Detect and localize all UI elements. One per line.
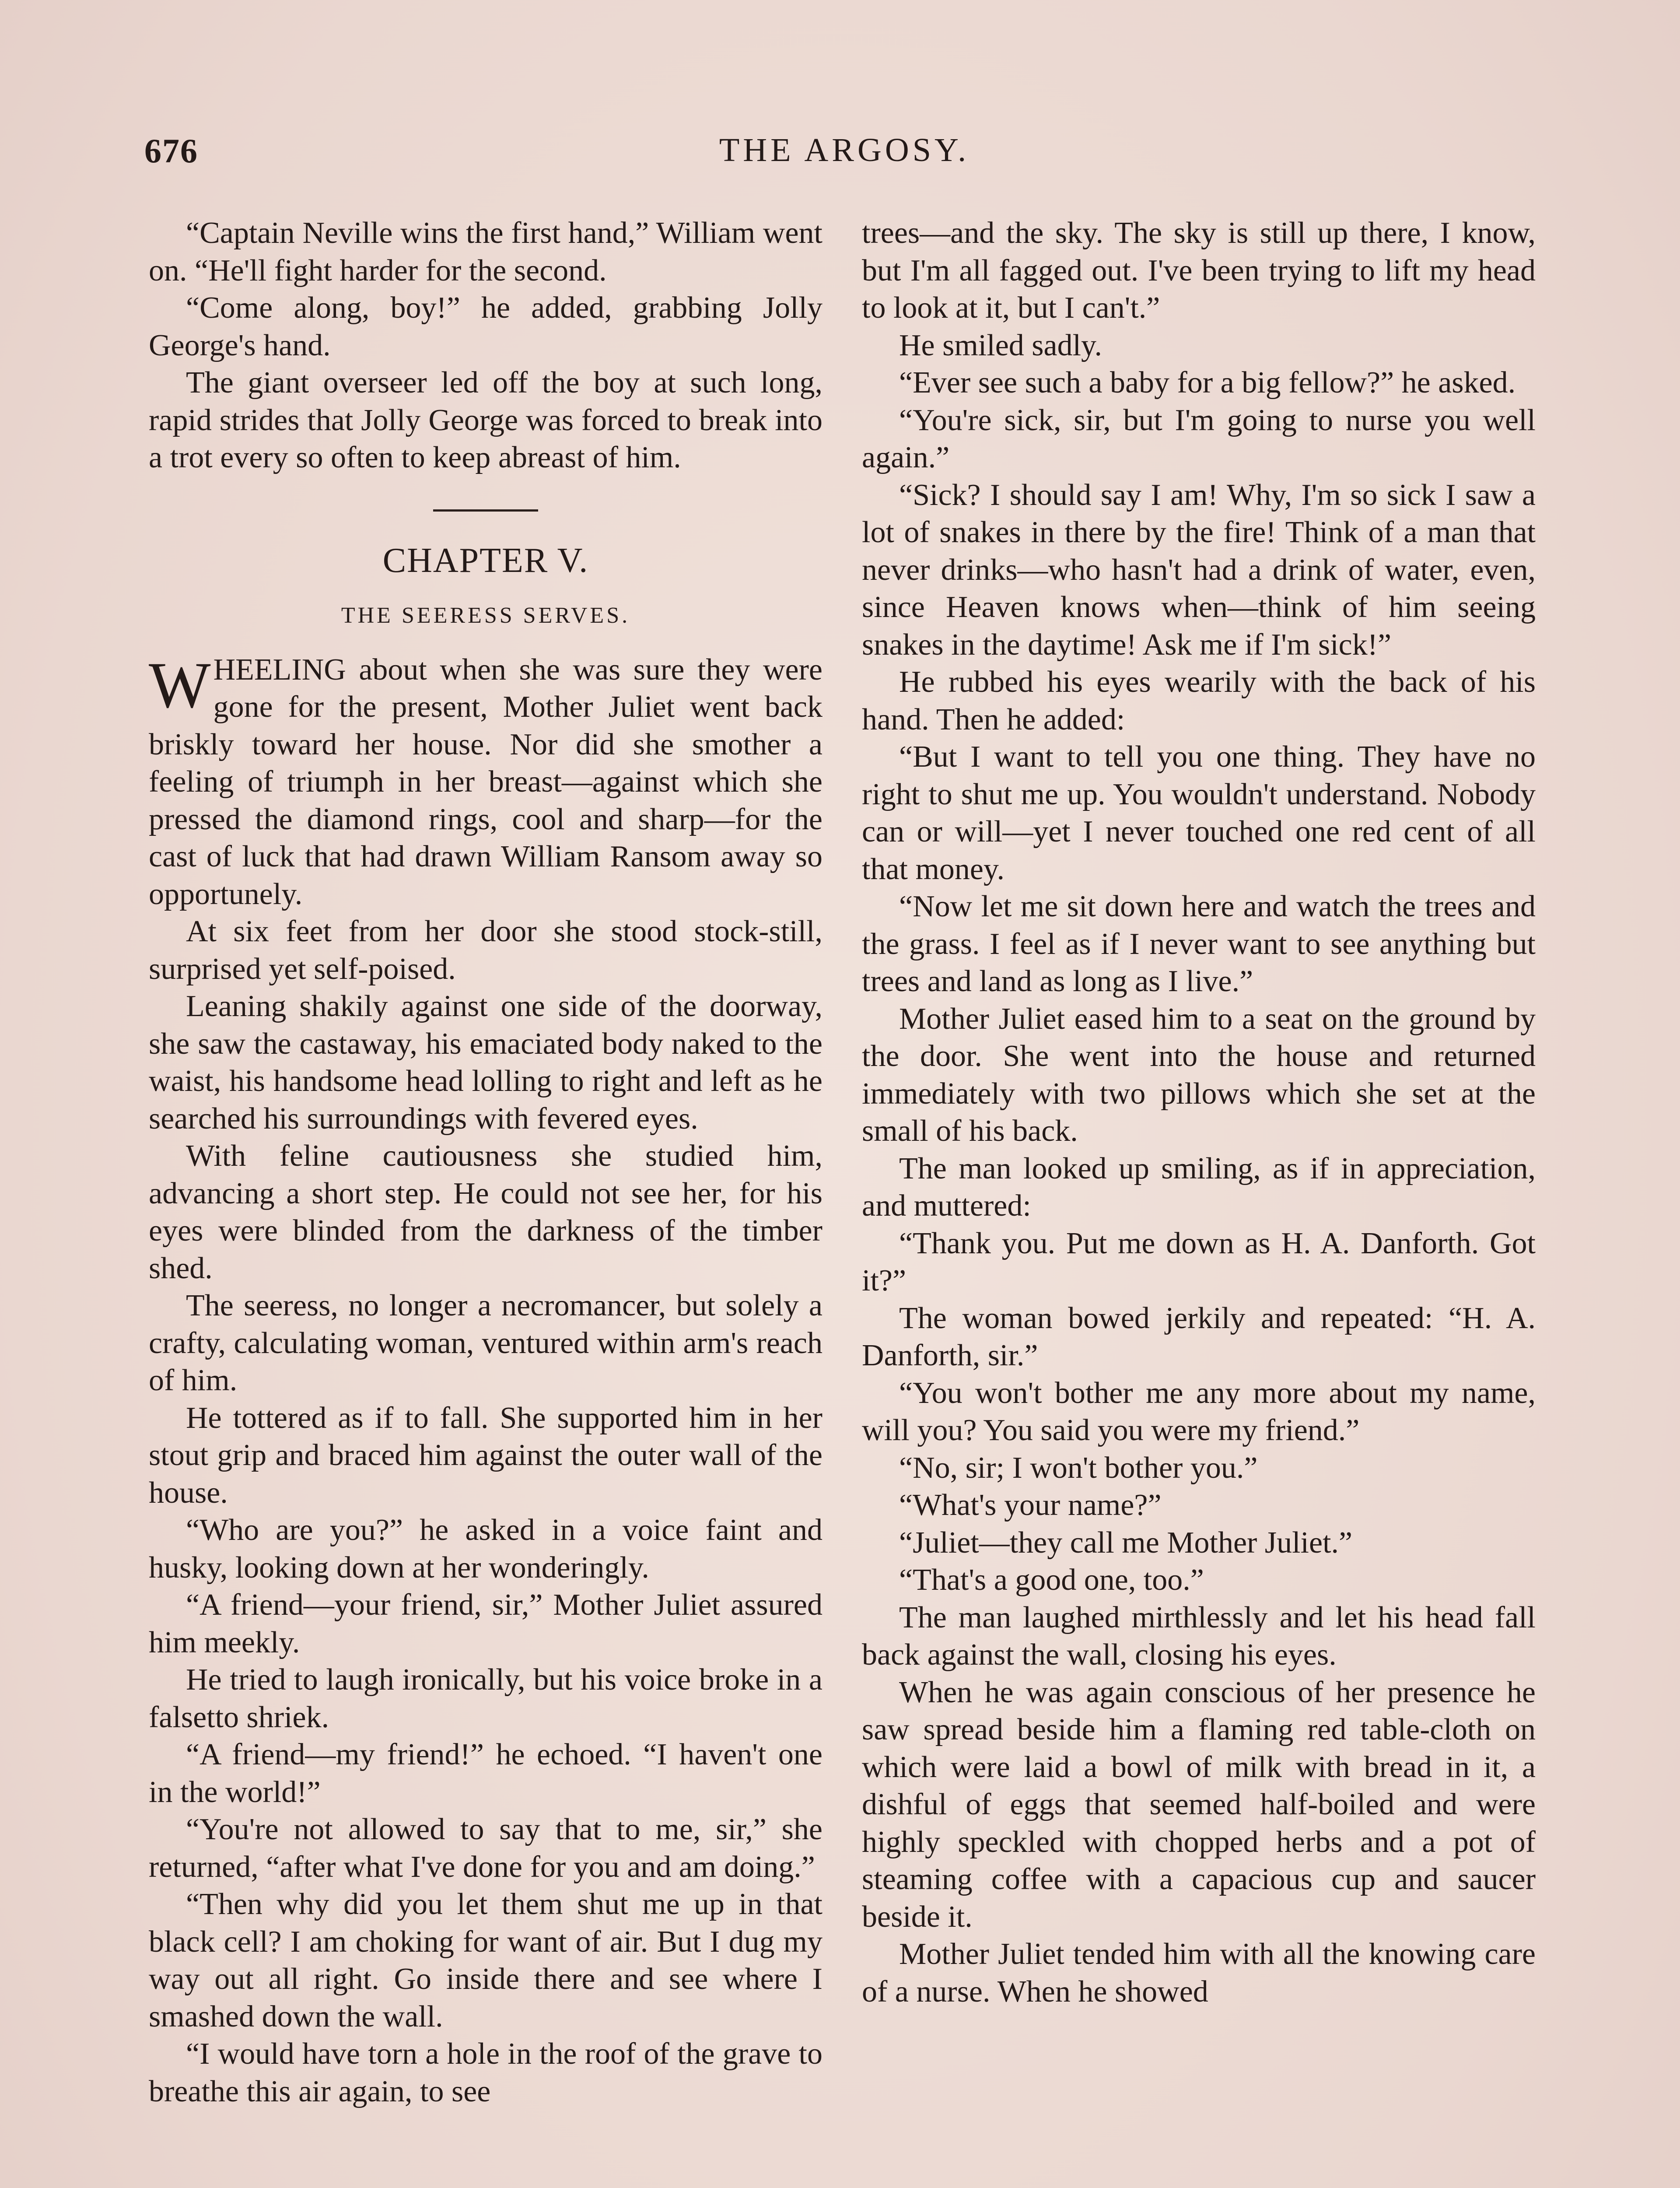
paragraph: “Captain Neville wins the first hand,” William went on. “He'll fight harder for the second.: [149, 216, 822, 288]
paragraph: The seeress, no longer a necromancer, but solely a crafty, calculating woman, ventured within arm's reach of him.: [149, 1289, 822, 1397]
paragraph: “Now let me sit down here and watch the trees and the grass. I feel as if I never want to see anything but trees and land as long as I live.”: [862, 890, 1536, 998]
paragraph: “Ever see such a baby for a big fellow?” he asked.: [899, 366, 1516, 400]
paragraph: Mother Juliet tended him with all the knowing care of a nurse. When he showed: [862, 1937, 1536, 2009]
running-head: THE ARGOSY.: [719, 132, 970, 168]
paragraph: Leaning shakily against one side of the doorway, she saw the castaway, his emaciated body naked to the waist, his handsome head lolling to right and left as he searched his surroundings with fevered eyes.: [149, 989, 822, 1136]
paragraph: “A friend—my friend!” he echoed. “I haven't one in the world!”: [149, 1738, 822, 1809]
paragraph: The woman bowed jerkily and repeated: “H. A. Danforth, sir.”: [862, 1301, 1536, 1372]
paragraph: At six feet from her door she stood stock-still, surprised yet self-poised.: [149, 915, 822, 986]
chapter-subtitle: THE SEERESS SERVES.: [341, 603, 630, 628]
paragraph: “That's a good one, too.”: [899, 1563, 1204, 1597]
page-number: 676: [144, 132, 198, 170]
paragraph: He smiled sadly.: [899, 328, 1102, 362]
paragraph: “A friend—your friend, sir,” Mother Juliet assured him meekly.: [149, 1588, 822, 1659]
paragraph: “You're sick, sir, but I'm going to nurse you well again.”: [862, 403, 1536, 474]
paragraph: “I would have torn a hole in the roof of the grave to breathe this air again, to see: [149, 2037, 822, 2108]
chapter-title: CHAPTER V.: [382, 541, 589, 580]
paragraph: “Then why did you let them shut me up in that black cell? I am choking for want of air. But I dug my way out all right. Go inside there and see where I smashed down the wall.: [149, 1887, 822, 2034]
paragraph: “Come along, boy!” he added, grabbing Jolly George's hand.: [149, 291, 822, 362]
opening-paragraph-text: HEELING about when she was sure they were gone for the present, Mother Juliet went back briskly toward her house. Nor did she smother a feeling of triumph in her breast—against which she pressed the diamond rings, cool and sharp—for the cast of luck that had drawn William Ransom away so opportunely.: [149, 652, 822, 911]
paragraph: The man looked up smiling, as if in appreciation, and muttered:: [862, 1151, 1536, 1223]
paragraph: When he was again conscious of her presence he saw spread beside him a flaming red table-cloth on which were laid a bowl of milk with bread in it, a dishful of eggs that seemed half-boiled and were highly speckled with chopped herbs and a pot of steaming coffee with a capacious cup and saucer beside it.: [862, 1675, 1536, 1934]
paragraph: The giant overseer led off the boy at such long, rapid strides that Jolly George was forced to break into a trot every so often to keep abreast of him.: [149, 366, 822, 474]
section-divider: [433, 509, 538, 512]
paragraph: “Sick? I should say I am! Why, I'm so sick I saw a lot of snakes in there by the fire! Think of a man that never drinks—who hasn't had a drink of water, even, since Heaven knows when—think of him seeing snakes in the daytime! Ask me if I'm sick!”: [862, 478, 1536, 662]
continuation-paragraph: trees—and the sky. The sky is still up there, I know, but I'm all fagged out. I've been trying to lift my head to look at it, but I can't.”: [862, 216, 1536, 325]
paragraph: “You won't bother me any more about my name, will you? You said you were my friend.”: [862, 1376, 1536, 1447]
paragraph: He tried to laugh ironically, but his voice broke in a falsetto shriek.: [149, 1663, 822, 1734]
paragraph: Mother Juliet eased him to a seat on the ground by the door. She went into the house and returned immediately with two pillows which she set at the small of his back.: [862, 1002, 1536, 1148]
right-column: [862, 214, 1536, 2010]
page-header: [144, 131, 1544, 184]
paragraph: “You're not allowed to say that to me, sir,” she returned, “after what I've done for you and am doing.”: [149, 1813, 822, 1884]
paragraph: “Thank you. Put me down as H. A. Danforth. Got it?”: [862, 1226, 1536, 1297]
paragraph: “Who are you?” he asked in a voice faint and husky, looking down at her wonderingly.: [149, 1513, 822, 1585]
paragraph: He tottered as if to fall. She supported him in her stout grip and braced him against the outer wall of the house.: [149, 1401, 822, 1510]
drop-cap: W: [149, 649, 211, 722]
paragraph: “No, sir; I won't bother you.”: [899, 1451, 1258, 1485]
paragraph: With feline cautiousness she studied him, advancing a short step. He could not see her, for his eyes were blinded from the darkness of the timber shed.: [149, 1139, 822, 1285]
paragraph: The man laughed mirthlessly and let his head fall back against the wall, closing his eyes.: [862, 1600, 1536, 1672]
opening-paragraph: [149, 651, 822, 913]
paragraph: “Juliet—they call me Mother Juliet.”: [899, 1525, 1353, 1560]
paragraph: “But I want to tell you one thing. They have no right to shut me up. You wouldn't understand. Nobody can or will—yet I never touched one red cent of all that money.: [862, 740, 1536, 886]
paragraph: “What's your name?”: [899, 1488, 1162, 1522]
paragraph: He rubbed his eyes wearily with the back of his hand. Then he added:: [862, 665, 1536, 736]
left-column: [149, 214, 822, 2110]
